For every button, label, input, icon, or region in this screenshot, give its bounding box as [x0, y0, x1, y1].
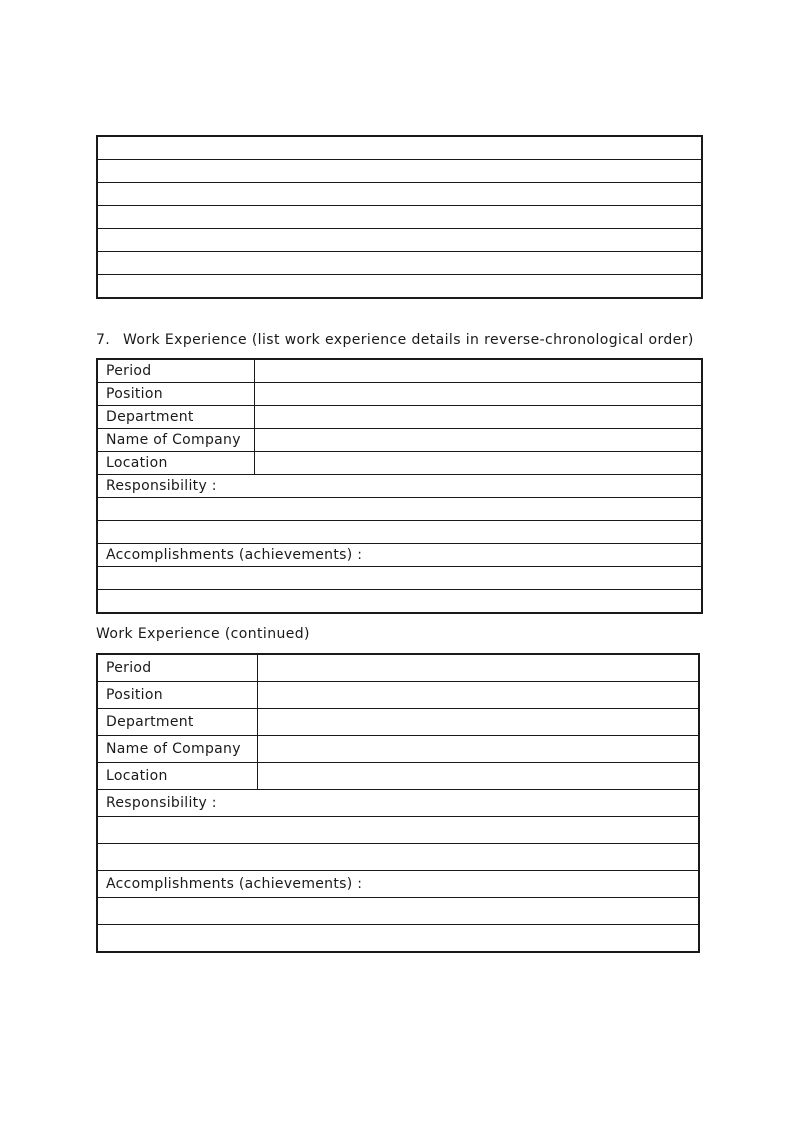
work-experience-table-1 [96, 358, 703, 614]
responsibility-label: Responsibility : [97, 475, 702, 498]
accomplishments-line [97, 590, 702, 614]
blank-row [97, 275, 702, 299]
position-label: Position [97, 682, 257, 709]
continued-heading: Work Experience (continued) [96, 626, 310, 642]
location-row [97, 452, 702, 475]
period-label: Period [97, 359, 254, 383]
responsibility-line [97, 817, 699, 844]
blank-row [97, 252, 702, 275]
section-number: 7. [96, 332, 111, 348]
accomplishments-row [97, 544, 702, 567]
accomplishments-field[interactable] [97, 898, 699, 925]
accomplishments-line [97, 898, 699, 925]
blank-row [97, 136, 702, 160]
section-title: Work Experience (list work experience details in reverse-chronological order) [123, 332, 694, 348]
company-field[interactable] [254, 429, 702, 452]
position-label: Position [97, 383, 254, 406]
blank-cell[interactable] [97, 252, 702, 275]
period-label: Period [97, 654, 257, 682]
responsibility-row [97, 475, 702, 498]
position-row [97, 383, 702, 406]
responsibility-label: Responsibility : [97, 790, 699, 817]
responsibility-row [97, 790, 699, 817]
accomplishments-line [97, 925, 699, 953]
period-field[interactable] [257, 654, 699, 682]
location-field[interactable] [254, 452, 702, 475]
blank-entry-table [96, 135, 703, 299]
department-label: Department [97, 406, 254, 429]
accomplishments-field[interactable] [97, 567, 702, 590]
accomplishments-line [97, 567, 702, 590]
company-label: Name of Company [97, 736, 257, 763]
department-field[interactable] [254, 406, 702, 429]
work-experience-table-2 [96, 653, 700, 953]
responsibility-field[interactable] [97, 498, 702, 521]
location-row [97, 763, 699, 790]
responsibility-line [97, 844, 699, 871]
blank-cell[interactable] [97, 275, 702, 299]
position-field[interactable] [257, 682, 699, 709]
responsibility-field[interactable] [97, 844, 699, 871]
department-field[interactable] [257, 709, 699, 736]
location-field[interactable] [257, 763, 699, 790]
company-label: Name of Company [97, 429, 254, 452]
position-row [97, 682, 699, 709]
blank-cell[interactable] [97, 183, 702, 206]
blank-cell[interactable] [97, 160, 702, 183]
blank-row [97, 160, 702, 183]
period-row [97, 359, 702, 383]
blank-cell[interactable] [97, 229, 702, 252]
accomplishments-label: Accomplishments (achievements) : [97, 544, 702, 567]
blank-cell[interactable] [97, 206, 702, 229]
location-label: Location [97, 452, 254, 475]
accomplishments-row [97, 871, 699, 898]
responsibility-line [97, 498, 702, 521]
position-field[interactable] [254, 383, 702, 406]
blank-row [97, 229, 702, 252]
blank-row [97, 206, 702, 229]
period-field[interactable] [254, 359, 702, 383]
company-row [97, 429, 702, 452]
department-row [97, 709, 699, 736]
company-field[interactable] [257, 736, 699, 763]
period-row [97, 654, 699, 682]
blank-row [97, 183, 702, 206]
department-label: Department [97, 709, 257, 736]
responsibility-field[interactable] [97, 521, 702, 544]
department-row [97, 406, 702, 429]
accomplishments-field[interactable] [97, 925, 699, 953]
responsibility-field[interactable] [97, 817, 699, 844]
responsibility-line [97, 521, 702, 544]
accomplishments-label: Accomplishments (achievements) : [97, 871, 699, 898]
accomplishments-field[interactable] [97, 590, 702, 614]
location-label: Location [97, 763, 257, 790]
section-7-heading [96, 332, 694, 348]
company-row [97, 736, 699, 763]
blank-cell[interactable] [97, 136, 702, 160]
